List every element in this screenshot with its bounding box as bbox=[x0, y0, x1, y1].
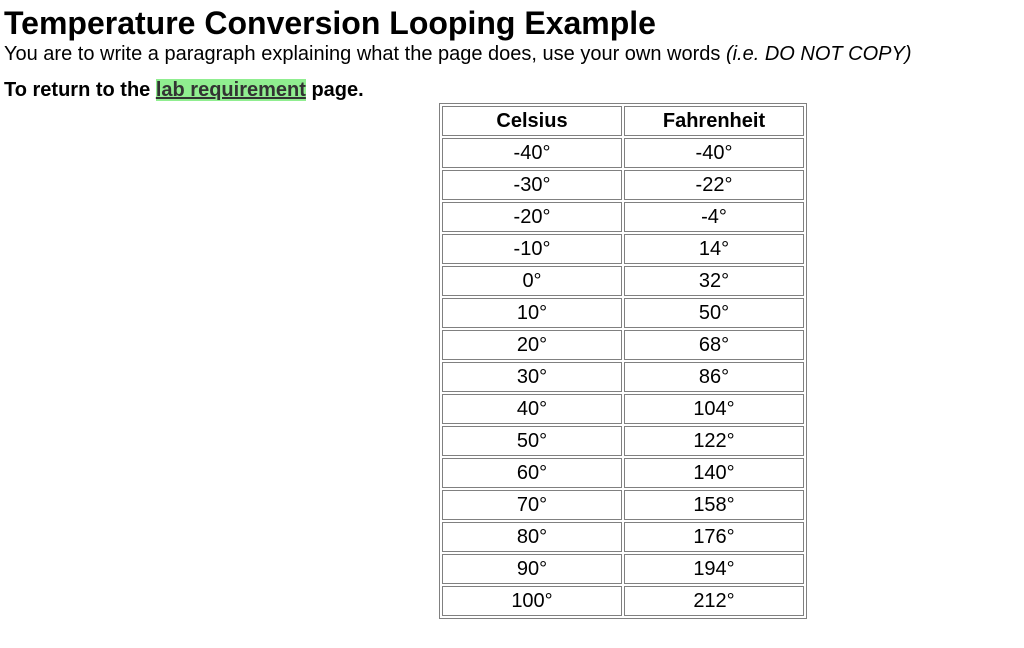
fahrenheit-cell: -22° bbox=[624, 170, 804, 200]
fahrenheit-cell: 212° bbox=[624, 586, 804, 616]
intro-paragraph bbox=[4, 42, 912, 66]
celsius-cell: 20° bbox=[442, 330, 622, 360]
header-fahrenheit: Fahrenheit bbox=[624, 106, 804, 136]
table-row bbox=[442, 490, 804, 520]
celsius-cell: -10° bbox=[442, 234, 622, 264]
table-row bbox=[442, 522, 804, 552]
fahrenheit-cell: -40° bbox=[624, 138, 804, 168]
fahrenheit-cell: 68° bbox=[624, 330, 804, 360]
celsius-cell: -40° bbox=[442, 138, 622, 168]
fahrenheit-cell: 86° bbox=[624, 362, 804, 392]
table-row bbox=[442, 458, 804, 488]
lab-requirement-link[interactable]: lab requirement bbox=[155, 79, 306, 101]
celsius-cell: 90° bbox=[442, 554, 622, 584]
page-title: Temperature Conversion Looping Example bbox=[4, 5, 656, 41]
celsius-cell: 40° bbox=[442, 394, 622, 424]
return-prefix: To return to the bbox=[4, 79, 156, 101]
fahrenheit-cell: 14° bbox=[624, 234, 804, 264]
celsius-cell: 0° bbox=[442, 266, 622, 296]
table-row bbox=[442, 394, 804, 424]
intro-emphasis: (i.e. DO NOT COPY) bbox=[725, 43, 912, 65]
table-row bbox=[442, 298, 804, 328]
table-row bbox=[442, 586, 804, 616]
table-row bbox=[442, 554, 804, 584]
header-celsius: Celsius bbox=[442, 106, 622, 136]
fahrenheit-cell: 32° bbox=[624, 266, 804, 296]
fahrenheit-cell: 140° bbox=[624, 458, 804, 488]
table-row bbox=[442, 138, 804, 168]
fahrenheit-cell: 104° bbox=[624, 394, 804, 424]
fahrenheit-cell: 50° bbox=[624, 298, 804, 328]
celsius-cell: -20° bbox=[442, 202, 622, 232]
intro-text: You are to write a paragraph explaining what the page does, use your own words bbox=[4, 43, 726, 65]
fahrenheit-cell: 194° bbox=[624, 554, 804, 584]
table-row bbox=[442, 170, 804, 200]
fahrenheit-cell: -4° bbox=[624, 202, 804, 232]
return-suffix: page. bbox=[305, 79, 364, 101]
table-header-row bbox=[442, 106, 804, 136]
table-row bbox=[442, 234, 804, 264]
celsius-cell: 100° bbox=[442, 586, 622, 616]
table-row bbox=[442, 362, 804, 392]
table-row bbox=[442, 202, 804, 232]
fahrenheit-cell: 158° bbox=[624, 490, 804, 520]
celsius-cell: -30° bbox=[442, 170, 622, 200]
table-row bbox=[442, 426, 804, 456]
celsius-cell: 30° bbox=[442, 362, 622, 392]
celsius-cell: 10° bbox=[442, 298, 622, 328]
celsius-cell: 60° bbox=[442, 458, 622, 488]
table-row bbox=[442, 330, 804, 360]
fahrenheit-cell: 122° bbox=[624, 426, 804, 456]
celsius-cell: 80° bbox=[442, 522, 622, 552]
fahrenheit-cell: 176° bbox=[624, 522, 804, 552]
return-line bbox=[4, 78, 364, 102]
conversion-table bbox=[439, 103, 807, 619]
table-row bbox=[442, 266, 804, 296]
celsius-cell: 50° bbox=[442, 426, 622, 456]
celsius-cell: 70° bbox=[442, 490, 622, 520]
